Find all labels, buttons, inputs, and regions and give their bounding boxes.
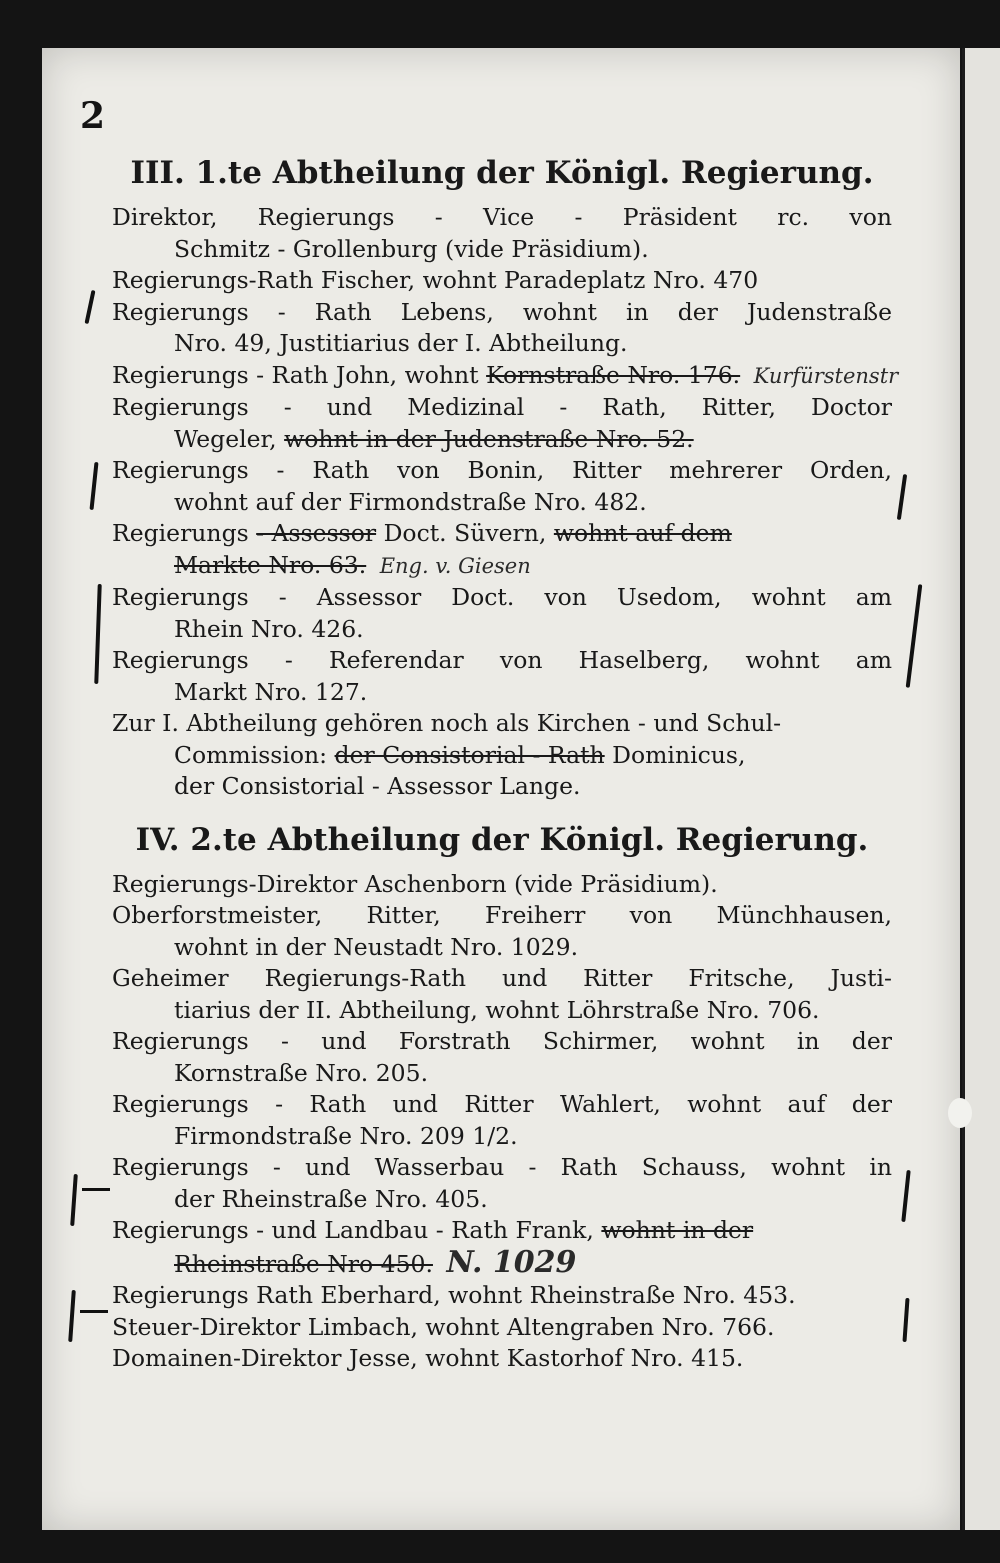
struck-name: der Consistorial - Rath bbox=[334, 740, 605, 769]
section-heading-iv: IV. 2.te Abtheilung der Königl. Regierung. bbox=[135, 821, 869, 858]
facing-page-edge bbox=[962, 48, 1000, 1530]
entry-text: Regierungs - Rath John, wohnt bbox=[112, 360, 479, 389]
entry-jesse bbox=[112, 1343, 892, 1375]
entry-line: Zur I. Abtheilung gehören noch als Kirchen - und Schul- bbox=[112, 709, 782, 737]
struck-address: wohnt auf dem bbox=[553, 519, 732, 547]
entry-text: Dominicus, bbox=[612, 740, 746, 769]
struck-title: - Assessor bbox=[256, 519, 377, 547]
entry-limbach bbox=[112, 1312, 892, 1344]
struck-address: wohnt in der Judenstraße Nro. 52. bbox=[284, 424, 694, 453]
entry-direktor bbox=[112, 202, 892, 265]
entry-line: Regierungs-Rath Fischer, wohnt Paradeplatz Nro. 470 bbox=[112, 266, 759, 294]
entry-line: Regierungs - und Wasserbau - Rath Schauss, wohnt in bbox=[112, 1153, 892, 1181]
entry-line: wohnt in der Neustadt Nro. 1029. bbox=[174, 932, 579, 961]
entry-john bbox=[112, 360, 899, 393]
margin-mark bbox=[80, 1310, 108, 1313]
entry-text: Doct. Süvern, bbox=[383, 519, 547, 547]
entry-line: Regierungs-Direktor Aschenborn (vide Präsidium). bbox=[112, 869, 718, 898]
entry-line: Oberforstmeister, Ritter, Freiherr von Münchhausen, bbox=[112, 901, 892, 929]
entry-usedom bbox=[112, 582, 892, 645]
entry-frank bbox=[112, 1215, 892, 1280]
entry-text: Commission: bbox=[174, 740, 328, 769]
entry-line: Markt Nro. 127. bbox=[174, 677, 368, 706]
entry-fritsche bbox=[112, 963, 892, 1026]
struck-address: wohnt in der bbox=[601, 1216, 754, 1244]
entry-line: Regierungs - Rath und Ritter Wahlert, wohnt auf der bbox=[112, 1090, 892, 1118]
entry-line: Domainen-Direktor Jesse, wohnt Kastorhof Nro. 415. bbox=[112, 1344, 744, 1372]
struck-address: Rheinstraße Nro 450. bbox=[174, 1249, 433, 1278]
entry-suevern bbox=[112, 518, 892, 582]
entry-line: Regierungs - Assessor Doct. von Usedom, wohnt am bbox=[112, 583, 892, 611]
handwritten-note: Kurfürstenstr bbox=[753, 363, 899, 388]
entry-line: Kornstraße Nro. 205. bbox=[174, 1058, 429, 1087]
entry-schirmer bbox=[112, 1026, 892, 1089]
entry-line: der Rheinstraße Nro. 405. bbox=[174, 1184, 488, 1213]
entry-line: Steuer-Direktor Limbach, wohnt Altengraben Nro. 766. bbox=[112, 1312, 775, 1341]
handwritten-note: N. 1029 bbox=[446, 1244, 577, 1280]
entry-line: Nro. 49, Justitiarius der I. Abtheilung. bbox=[174, 329, 628, 357]
entry-wegeler bbox=[112, 392, 892, 455]
entry-line: Regierungs - Rath Lebens, wohnt in der Judenstraße bbox=[112, 297, 892, 326]
entry-muenchhausen bbox=[112, 900, 892, 963]
entry-text: Wegeler, bbox=[174, 424, 277, 453]
entry-line: Regierungs - Rath von Bonin, Ritter mehrerer Orden, bbox=[112, 456, 892, 484]
entry-line: der Consistorial - Assessor Lange. bbox=[174, 772, 581, 800]
entry-line: tiarius der II. Abtheilung, wohnt Löhrstraße Nro. 706. bbox=[174, 995, 820, 1024]
entry-aschenborn bbox=[112, 869, 892, 901]
entry-text: Regierungs - und Landbau - Rath Frank, bbox=[112, 1216, 594, 1244]
entry-line: Geheimer Regierungs-Rath und Ritter Fritsche, Justi- bbox=[112, 964, 892, 992]
struck-address: Markte Nro. 63. bbox=[174, 550, 367, 579]
entry-line: Schmitz - Grollenburg (vide Präsidium). bbox=[174, 234, 649, 263]
entry-schauss bbox=[112, 1152, 892, 1215]
entry-bonin bbox=[112, 455, 892, 518]
entry-wahlert bbox=[112, 1089, 892, 1152]
page-content bbox=[112, 150, 899, 1375]
entry-lebens bbox=[112, 297, 892, 360]
entry-line: Regierungs Rath Eberhard, wohnt Rheinstraße Nro. 453. bbox=[112, 1281, 796, 1309]
handwritten-note: Eng. v. Giesen bbox=[379, 553, 531, 578]
section-heading-iii: III. 1.te Abtheilung der Königl. Regierung. bbox=[130, 155, 874, 191]
entry-line: Direktor, Regierungs - Vice - Präsident rc. von bbox=[112, 203, 892, 231]
page-tab-mark bbox=[948, 1098, 972, 1128]
entry-line: Regierungs - und Medizinal - Rath, Ritter, Doctor bbox=[112, 393, 892, 421]
entry-fischer bbox=[112, 265, 892, 297]
entry-eberhard bbox=[112, 1280, 892, 1312]
entry-haselberg bbox=[112, 645, 892, 708]
struck-address: Kornstraße Nro. 176. bbox=[486, 360, 741, 389]
entry-line: Regierungs - Referendar von Haselberg, wohnt am bbox=[112, 646, 892, 674]
page-number: 2 bbox=[80, 95, 106, 137]
entry-line: Rhein Nro. 426. bbox=[174, 614, 364, 643]
margin-mark bbox=[82, 1188, 110, 1191]
entry-line: wohnt auf der Firmondstraße Nro. 482. bbox=[174, 487, 647, 516]
entry-text: Regierungs bbox=[112, 519, 249, 547]
entry-line: Firmondstraße Nro. 209 1/2. bbox=[174, 1121, 518, 1150]
entry-line: Regierungs - und Forstrath Schirmer, wohnt in der bbox=[112, 1027, 892, 1055]
entry-kirchen-commission bbox=[112, 708, 892, 803]
